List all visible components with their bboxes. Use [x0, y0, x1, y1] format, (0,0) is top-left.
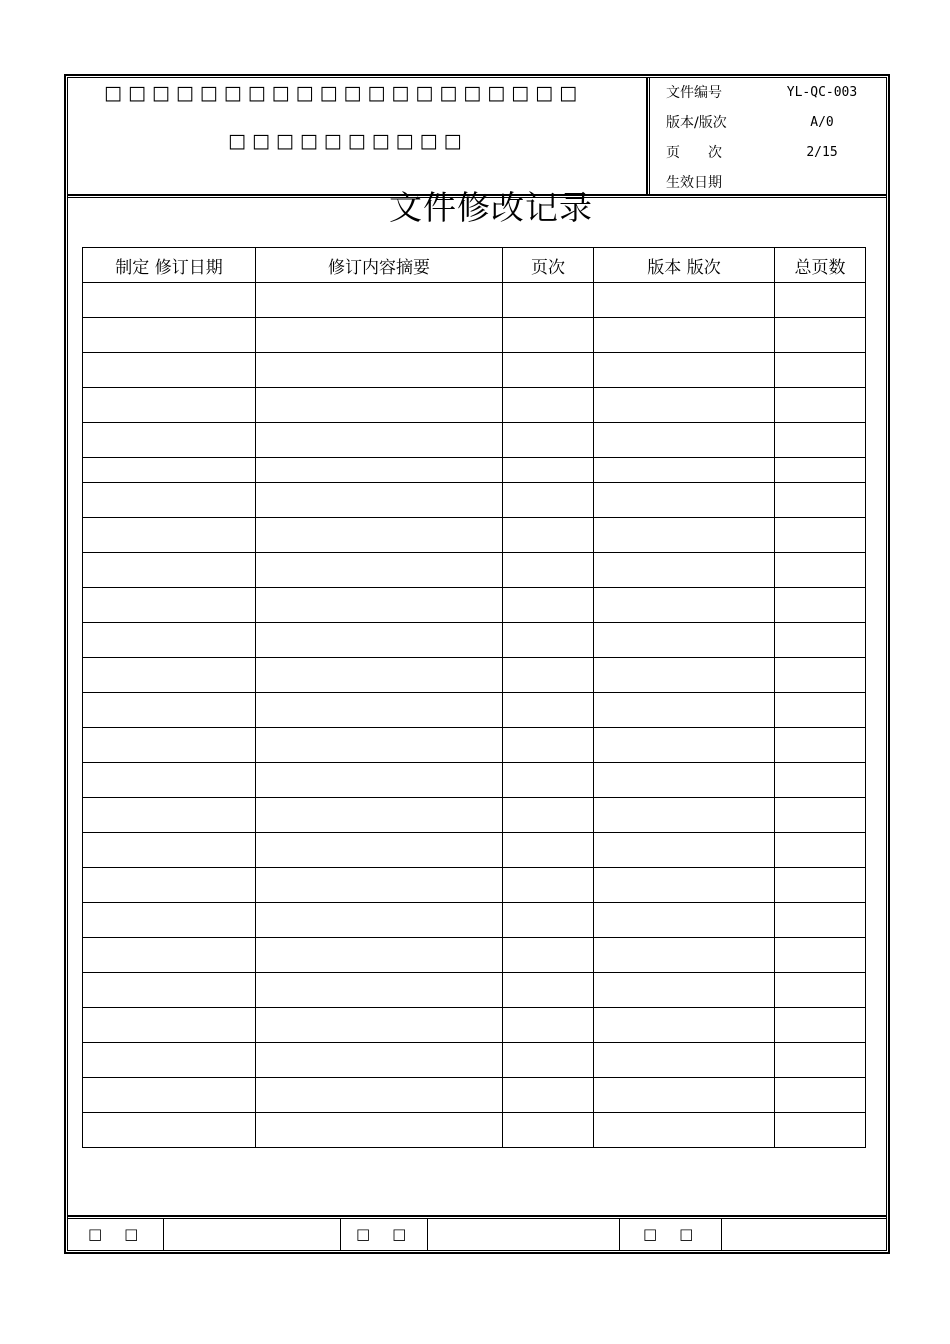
cell-total-pages	[775, 588, 866, 623]
footer-divider	[340, 1218, 341, 1250]
meta-value: YL-QC-003	[786, 85, 858, 100]
meta-value: 2/15	[806, 145, 838, 160]
cell-version	[594, 973, 775, 1008]
table-body	[83, 283, 866, 1148]
table-row	[83, 283, 866, 318]
cell-page	[503, 1008, 594, 1043]
cell-total-pages	[775, 1078, 866, 1113]
cell-date	[83, 973, 256, 1008]
meta-row-page	[652, 140, 884, 170]
cell-date	[83, 283, 256, 318]
cell-summary	[256, 458, 503, 483]
table-row	[83, 458, 866, 483]
cell-version	[594, 388, 775, 423]
cell-date	[83, 353, 256, 388]
cell-total-pages	[775, 658, 866, 693]
cell-date	[83, 588, 256, 623]
cell-page	[503, 1078, 594, 1113]
cell-summary	[256, 798, 503, 833]
department-name: □□□□□□□□□□	[228, 130, 468, 152]
cell-page	[503, 973, 594, 1008]
cell-date	[83, 423, 256, 458]
cell-date	[83, 623, 256, 658]
cell-summary	[256, 728, 503, 763]
table-row	[83, 938, 866, 973]
cell-page	[503, 903, 594, 938]
cell-total-pages	[775, 518, 866, 553]
table-row	[83, 693, 866, 728]
cell-summary	[256, 483, 503, 518]
cell-version	[594, 283, 775, 318]
cell-summary	[256, 1113, 503, 1148]
cell-version	[594, 903, 775, 938]
cell-page	[503, 833, 594, 868]
cell-summary	[256, 553, 503, 588]
cell-summary	[256, 388, 503, 423]
cell-total-pages	[775, 693, 866, 728]
cell-page	[503, 353, 594, 388]
meta-label: 文件编号	[666, 85, 722, 101]
footer-label: □□	[356, 1225, 429, 1243]
column-header-version: 版本 版次	[594, 248, 775, 283]
cell-page	[503, 318, 594, 353]
cell-date	[83, 458, 256, 483]
cell-total-pages	[775, 623, 866, 658]
cell-total-pages	[775, 763, 866, 798]
table-row	[83, 1008, 866, 1043]
table-row	[83, 973, 866, 1008]
cell-date	[83, 728, 256, 763]
table-row	[83, 903, 866, 938]
cell-page	[503, 728, 594, 763]
cell-summary	[256, 1043, 503, 1078]
table-row	[83, 518, 866, 553]
cell-version	[594, 763, 775, 798]
cell-summary	[256, 938, 503, 973]
footer-label: □□	[643, 1225, 716, 1243]
cell-summary	[256, 1078, 503, 1113]
column-header-summary: 修订内容摘要	[256, 248, 503, 283]
cell-total-pages	[775, 938, 866, 973]
footer-label: □□	[88, 1225, 161, 1243]
table-row	[83, 423, 866, 458]
cell-date	[83, 938, 256, 973]
cell-date	[83, 1078, 256, 1113]
cell-total-pages	[775, 798, 866, 833]
cell-version	[594, 483, 775, 518]
cell-version	[594, 1078, 775, 1113]
cell-total-pages	[775, 903, 866, 938]
cell-date	[83, 388, 256, 423]
cell-page	[503, 483, 594, 518]
cell-date	[83, 1043, 256, 1078]
table-row	[83, 388, 866, 423]
cell-version	[594, 728, 775, 763]
header-divider-inner	[649, 77, 650, 195]
table-row	[83, 588, 866, 623]
cell-total-pages	[775, 353, 866, 388]
cell-page	[503, 553, 594, 588]
cell-summary	[256, 763, 503, 798]
table-row	[83, 798, 866, 833]
table-row	[83, 483, 866, 518]
cell-total-pages	[775, 868, 866, 903]
cell-version	[594, 318, 775, 353]
cell-summary	[256, 903, 503, 938]
meta-label: 页 次	[666, 145, 722, 161]
cell-version	[594, 658, 775, 693]
cell-date	[83, 693, 256, 728]
meta-label: 版本/版次	[666, 115, 727, 131]
cell-version	[594, 833, 775, 868]
table-row	[83, 318, 866, 353]
cell-version	[594, 458, 775, 483]
company-name: □□□□□□□□□□□□□□□□□□□□	[104, 82, 584, 104]
cell-total-pages	[775, 423, 866, 458]
cell-total-pages	[775, 318, 866, 353]
cell-version	[594, 518, 775, 553]
footer-divider	[721, 1218, 722, 1250]
cell-total-pages	[775, 728, 866, 763]
cell-total-pages	[775, 458, 866, 483]
cell-summary	[256, 283, 503, 318]
table-row	[83, 833, 866, 868]
cell-date	[83, 1113, 256, 1148]
cell-page	[503, 868, 594, 903]
cell-date	[83, 483, 256, 518]
cell-page	[503, 388, 594, 423]
cell-total-pages	[775, 973, 866, 1008]
cell-summary	[256, 973, 503, 1008]
cell-version	[594, 1043, 775, 1078]
cell-version	[594, 353, 775, 388]
cell-version	[594, 1113, 775, 1148]
cell-summary	[256, 588, 503, 623]
table-row	[83, 763, 866, 798]
cell-version	[594, 1008, 775, 1043]
cell-page	[503, 283, 594, 318]
header-divider	[646, 77, 648, 195]
meta-label: 生效日期	[666, 175, 722, 191]
cell-summary	[256, 353, 503, 388]
cell-page	[503, 693, 594, 728]
column-header-total-pages: 总页数	[775, 248, 866, 283]
table-row	[83, 1078, 866, 1113]
cell-date	[83, 868, 256, 903]
cell-page	[503, 623, 594, 658]
footer-divider	[163, 1218, 164, 1250]
cell-date	[83, 658, 256, 693]
cell-page	[503, 1113, 594, 1148]
meta-value: A/0	[810, 115, 834, 130]
table-row	[83, 623, 866, 658]
cell-summary	[256, 693, 503, 728]
table-row	[83, 728, 866, 763]
meta-row-doc-number	[652, 80, 884, 110]
meta-row-version	[652, 110, 884, 140]
cell-page	[503, 938, 594, 973]
cell-page	[503, 423, 594, 458]
cell-total-pages	[775, 283, 866, 318]
footer-top-rule-inner	[67, 1218, 887, 1219]
revision-record-table	[82, 247, 866, 1148]
table-row	[83, 553, 866, 588]
footer-divider	[619, 1218, 620, 1250]
cell-total-pages	[775, 1008, 866, 1043]
cell-version	[594, 623, 775, 658]
cell-version	[594, 868, 775, 903]
cell-page	[503, 763, 594, 798]
cell-summary	[256, 623, 503, 658]
cell-summary	[256, 518, 503, 553]
cell-date	[83, 518, 256, 553]
document-title: 文件修改记录	[389, 188, 593, 227]
table-row	[83, 868, 866, 903]
cell-summary	[256, 318, 503, 353]
cell-page	[503, 1043, 594, 1078]
cell-total-pages	[775, 833, 866, 868]
cell-version	[594, 423, 775, 458]
cell-version	[594, 798, 775, 833]
cell-summary	[256, 833, 503, 868]
cell-date	[83, 1008, 256, 1043]
cell-page	[503, 588, 594, 623]
footer-top-rule	[67, 1215, 887, 1217]
cell-total-pages	[775, 1113, 866, 1148]
cell-version	[594, 553, 775, 588]
table-row	[83, 658, 866, 693]
cell-date	[83, 553, 256, 588]
cell-date	[83, 318, 256, 353]
table-header-row	[83, 248, 866, 283]
cell-page	[503, 458, 594, 483]
cell-total-pages	[775, 388, 866, 423]
table-row	[83, 1113, 866, 1148]
cell-date	[83, 903, 256, 938]
cell-page	[503, 518, 594, 553]
cell-page	[503, 798, 594, 833]
cell-date	[83, 763, 256, 798]
cell-summary	[256, 658, 503, 693]
table-row	[83, 1043, 866, 1078]
cell-summary	[256, 1008, 503, 1043]
column-header-page: 页次	[503, 248, 594, 283]
table-row	[83, 353, 866, 388]
cell-date	[83, 798, 256, 833]
cell-total-pages	[775, 1043, 866, 1078]
column-header-date: 制定 修订日期	[83, 248, 256, 283]
cell-page	[503, 658, 594, 693]
cell-version	[594, 588, 775, 623]
cell-version	[594, 693, 775, 728]
cell-summary	[256, 423, 503, 458]
cell-date	[83, 833, 256, 868]
cell-summary	[256, 868, 503, 903]
cell-version	[594, 938, 775, 973]
cell-total-pages	[775, 553, 866, 588]
cell-total-pages	[775, 483, 866, 518]
